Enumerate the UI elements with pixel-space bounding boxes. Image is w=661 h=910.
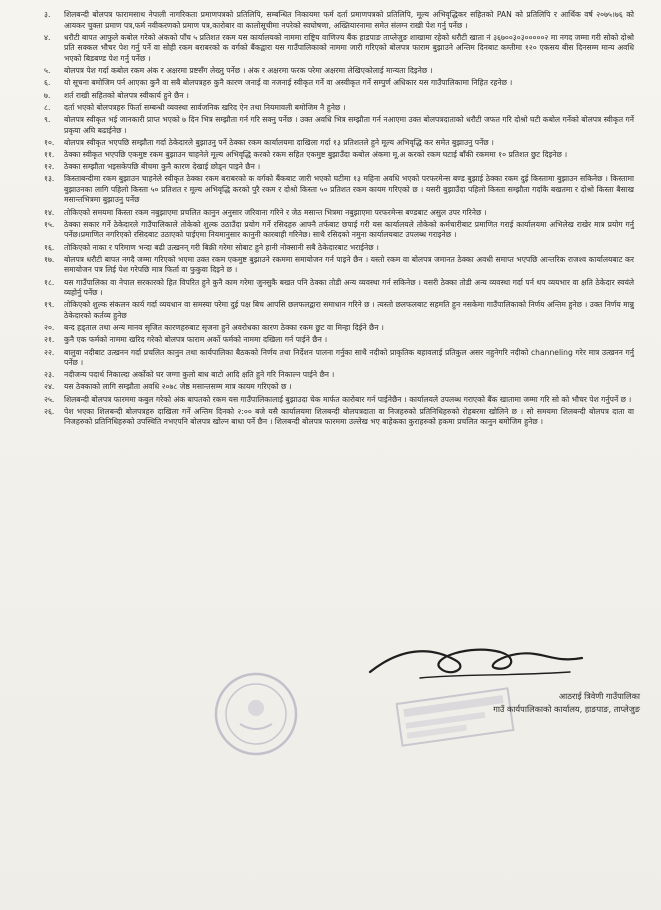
item-text: तोकिएको शुल्क संकलन कार्य गर्दा व्ययधान वा समस्या परेमा दुई पक्ष बिच आपसि छलफलद्वारा समाधान गरिने छ । त्यस्तो छलफलबाट सहमति हुन नसकेमा गाउँपालिकाको निर्णय अन्तिम हुनेछ । उक्त निर्णय मान्नु ठेकेदारको कर्तव्य हुनेछ [64,300,634,320]
list-item [44,150,634,161]
list-item [44,66,634,77]
office-seal-stamp [210,668,302,760]
list-item [44,162,634,173]
item-text: बोलपत्र पेश गर्दा कबोल रकम अंक र अक्षरमा प्रष्टसँग लेख्नु पर्नेछ । अंक र अक्षरमा फरक परेमा अक्षरमा लेखिएकोलाई मान्यता दिइनेछ । [64,66,433,76]
item-text: यस ठेक्काको लागि सम्झौता अवधि २०७८ जेष्ठ मसान्तसम्म मात्र कायम गरिएको छ । [64,382,292,392]
item-text: यो सूचना बमोजिम पर्न आएका कुनै वा सबै बोलपत्रहरु कुनै कारण जनाई वा नजनाई स्वीकृत गर्ने वा अस्वीकृत गर्ने सम्पुर्ण अधिकार यस गाउँपालिकामा निहित रहनेछ । [64,78,513,88]
list-item [44,115,634,136]
item-text: किस्ताबन्दीमा रकम बुझाउन चाहनेले स्वीकृत ठेक्का रकम बराबरको क वर्गको बैंकबाट जारी भएको घटीमा १३ महिना अवधि भएको परफरमेन्स बण्ड बुझाई ठेक्का रकम दुई किस्तामा बुझाउन सकिनेछ । किस्तामा बुझाउनका लागि पहिलो किस्ता ५० प्रतिशत र मूल्य अभिवृद्धि करको पुरै रकम र दोश्रो किस्ता ५० प्रतिशत रकम कायम गरिएको छ । यसरी बुझाउँदा पहिलो किस्ता सम्झौता गर्दाकै बखतमा र दोश्रो किस्ता बैसाख मसान्तभित्रमा बुझाउनु पर्नेछ [64,174,634,205]
list-item [44,103,634,114]
list-item [44,382,634,393]
item-number: १९. [44,300,55,310]
item-number: १०. [44,137,55,147]
item-text: तोकिएको समयमा किस्ता रकम नबुझाएमा प्रचलित कानुन अनुसार जरिवाना गरिने र जेठ मसान्त भित्रमा नबुझाएमा परफरमेन्स बण्डबाट असुल उपर गरिनेछ । [64,207,487,217]
item-text: बोलपत्र स्वीकृत भई जानकारी प्राप्त भएको ७ दिन भित्र सम्झौता गर्न गरि सक्नु पर्नेछ । उक्त अवधि भित्र सम्झौता गर्न नआएमा उक्त बोलपत्रदाताको धरौटी जफत गरि दोश्रो घटी कबोल गर्नेको बोलपत्र स्वीकृत गर्ने प्रकृया अघि बढाईनेछ । [64,114,634,135]
item-number: ४. [44,32,51,42]
list-item [44,335,634,346]
item-text: तोकिएको नाका र परिमाण भन्दा बढी उत्खनन् गरी बिक्री गरेमा सोबाट हुने हानी नोक्सानी सबै ठेकेदारबाट भराईनेछ । [64,242,379,252]
list-item [44,255,634,276]
list-item [44,174,634,206]
item-text: कुनै एक फर्मको नाममा खरिद गरेको बोलपत्र फाराम अर्को फर्मको नाममा दखिला गर्न पाईने छैन । [64,335,328,345]
item-number: २३. [44,370,55,380]
item-text: नदीजन्य पदार्थ निकाल्दा अर्कोको घर जग्गा कुलो बाध बाटो आदि क्षति हुने गरि निकाल्न पाईने छैन । [64,370,335,380]
list-item [44,300,634,321]
item-text: बन्द हड्ताल तथा अन्य मानव सृजित कारणहरुबाट सृजना हुने अवरोधका कारण ठेक्का रकम छुट वा मिन्हा दिईने छैन । [64,323,384,333]
list-item [44,10,634,31]
item-number: ५. [44,66,51,76]
item-text: शर्त राखी सहितको बोलपत्र स्वीकार्य हुने छैन । [64,90,189,100]
list-item [44,33,634,65]
item-number: २६. [44,406,55,416]
notice-conditions-list [44,10,634,430]
item-text: बोलपत्र स्वीकृत भएपछि सम्झौता गर्दा ठेकेदारले बुझाउनु पर्ने ठेक्का रकम कार्यालयमा दाखिला गर्दा १३ प्रतिशतले हुने मूल्य अभिवृद्धि कर समेत बुझाउनु पर्नेछ । [64,137,494,147]
item-number: ११. [44,149,55,159]
item-number: २२. [44,347,55,357]
list-item [44,407,634,428]
item-number: २१. [44,335,55,345]
item-text: बालुवा नदीबाट उत्खनन गर्दा प्रचलित कानुन तथा कार्यपालिका बैठकको निर्णय तथा निर्देशन पालना गर्नुका साथै नदीको प्राकृतिक बहावलाई प्रतिकुल असर नहुनेगरि नदीको channeling गरेर मात्र उत्खनन गर्नु पर्नेछ । [64,347,634,368]
item-number: १८. [44,277,55,287]
list-item [44,348,634,369]
item-number: ३. [44,10,51,19]
item-number: १७. [44,254,55,264]
municipality-name: आठराई त्रिवेणी गाउँपालिका [558,691,640,701]
list-item [44,78,634,89]
item-text: यस गाउँपालिका वा नेपाल सरकारको हित विपरित हुने कुनै काम गरेमा जुनसुकै बखत पनि ठेक्का तोडी अन्य व्यवस्था गर्न सकिनेछ । यसरी ठेक्का तोडी अन्य व्यवस्था गर्दा पर्न थप व्ययभार वा क्षति ठेकेदार स्वयंले व्यहोर्नु पर्नेछ । [64,277,634,298]
list-item [44,138,634,149]
item-number: ९. [44,114,51,124]
item-text: ठेक्का स्वीकृत भएपछि एकमुष्ट रकम बुझाउन चाहनेले मूल्य अभिवृद्धि करको रकम सहित एकमुष्ट बुझाउँदा कबोल अंकमा मू.अ करको रकम घटाई बाँकी रकममा १० प्रतिशत छुट दिइनेछ । [64,149,568,159]
list-item [44,220,634,241]
item-number: २०. [44,323,55,333]
list-item [44,370,634,381]
item-text: ठेक्का सकार गर्ने ठेकेदारले गाउँपालिकाले तोकेको शुल्क उठाउँदा प्रयोग गर्ने रसिदहरु आफ्नै तर्फबाट छपाई गरी यस कार्यालयले तोकेको कर्मचारीबाट प्रमाणित गराई कार्यालयमा अभिलेख राखेर मात्र प्रयोग गर्नु पर्नेछ।प्रमाणित नगरिएको रसिदबाट उठाएको पाईएमा नियमानुसार कानुनी कारबाही गरिनेछ। साथै रसिदको नमुना कार्यालयबाट उपलब्ध गराइनेछ । [64,219,634,240]
item-text: ठेक्का सम्झौता भइसकेपछि बीचमा कुनै कारण देखाई छोड्न पाइने छैन । [64,162,261,172]
item-number: १४. [44,207,55,217]
office-address: गाउँ कार्यपालिकाको कार्यालय, हाङपाङ, ताप्लेजुङ [493,704,640,714]
list-item [44,243,634,254]
list-item [44,91,634,102]
item-text: दर्ता भएको बोलपत्रहरु फिर्ता सम्बन्धी व्यवस्था सार्वजनिक खरिद ऐन तथा नियमावली बमोजिम नै हुनेछ । [64,102,346,112]
item-text: शिलबन्दी बोलपत्र फारामसाथ नेपाली नागरिकता प्रमाणपत्रको प्रतिलिपि, सम्बन्धित निकायमा फर्म दर्ता प्रमाणपत्रको प्रतिलिपि, मूल्य अभिवृद्धिकर सहितको PAN को प्रतिलिपि र आर्थिक वर्ष २०७५।७६ को आयकर चुक्ता प्रमाण पत्र,फर्म नवीकरणको प्रमाण पत्र,कारोबार वा कालोसूचीमा नपरेको स्वघोषणा, अख्तियारनामा समेत संलग्न राखी पेश गर्नु पर्नेछ । [64,10,634,30]
list-item [44,323,634,334]
item-number: १६. [44,242,55,252]
item-number: २५. [44,394,55,404]
signatory-block [400,690,640,716]
list-item [44,208,634,219]
item-number: ८. [44,102,51,112]
item-text: धरौटी बापत आफुले कबोल गरेको अंकको पाँच ५ प्रतिशत रकम यस कार्यालयको नाममा राष्ट्रिय वाणिज्य बैंक हाडपाङ ताप्लेजुङ शाखामा रहेको धरौटी खाता नं ३६७००३०३०००००२ मा नगद जम्मा गरी सोको दोश्रो प्रति सक्कल भौचर पेश गर्नु पर्ने वा सोही रकम बराबरको क वर्गको बैंकद्वारा यस गाउँपालिकाको नाममा जारी गरिएको बोलपत्र फाराम बुझाउने अन्तिम दिनबाट कम्तीमा १२० एकसय बीस दिनसम्म मान्य अवधि भएको बिडबण्ड पेश गर्नु पर्नेछ । [64,32,634,63]
list-item [44,395,634,406]
handwritten-signature [360,638,590,686]
item-text: पेश भएका शिलबन्दी बोलपत्रहरु दाखिला गर्ने अन्तिम दिनको २:०० बजे यसै कार्यालयमा शिलबन्दी बोलपत्रदाता वा निजहरुको प्रतिनिधिहरुको रोहबरमा खोलिने छ । सो समयमा शिलबन्दी बोलपत्र दाता वा निजहरुको प्रतिनिधिहरुको उपस्थिति नभएपनि बोलपत्र खोल्न बाधा पर्ने छैन । शिलबन्दी बोलपत्र फारममा उल्लेख भए बाहेकका कुराहरुको हकमा प्रचलित कानुन बमोजिम हुनेछ । [64,406,634,427]
list-item [44,278,634,299]
item-number: ६. [44,78,51,88]
item-number: १२. [44,162,55,172]
item-text: शिलबन्दी बोलपत्र फारममा कबुल गरेको अंक बापतको रकम यस गाउँपालिकालाई बुझाउदा चेक मार्फत कारोबार गर्न पाईनेछैन । कार्यालयले उपलब्ध गराएको बैंक खातामा जम्मा गरि सो को भौचर पेश गर्नुपर्ने छ । [64,394,632,404]
item-text: बोलपत्र धरौटी बापत नगदै जम्मा गरिएको भएमा उक्त रकम एकमुष्ट बुझाउने रकममा समायोजन गर्न पाइने छैन । यस्तो रकम वा बोलपत्र जमानत ठेक्का अवधी समाप्त भएपछि आन्तरिक राजश्व कार्यालयबाट कर समायोजन पत्र लिई पेश गरेपछि मात्र फिर्ता वा फुकुवा दिइने छ । [64,254,634,275]
item-number: ७. [44,90,51,100]
item-number: २४. [44,382,55,392]
item-number: १५. [44,219,55,229]
item-number: १३. [44,174,55,184]
